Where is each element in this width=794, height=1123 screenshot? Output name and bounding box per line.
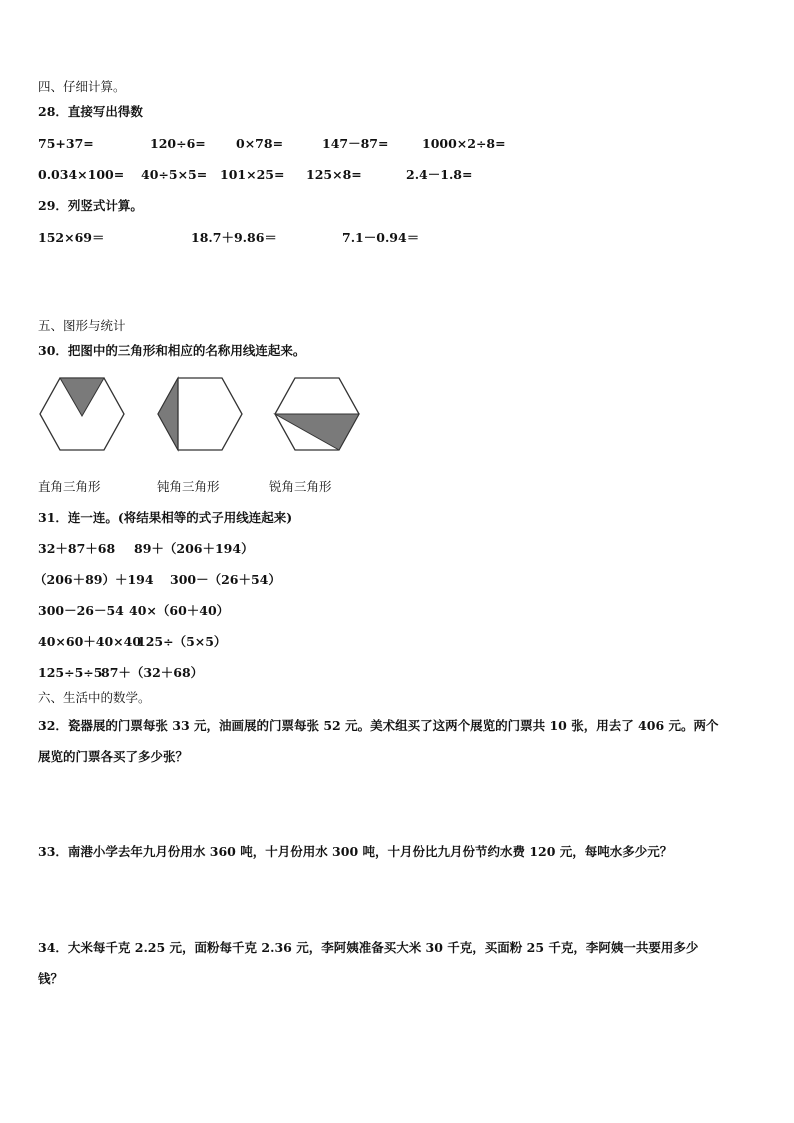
hexagon-figure-3: [273, 376, 361, 452]
calc-item: 1000×2÷8=: [422, 136, 506, 151]
section-heading-6: 六、生活中的数学。: [38, 690, 151, 705]
match-right: 125÷（5×5）: [137, 634, 227, 649]
question-30-title: 30．把图中的三角形和相应的名称用线连起来。: [38, 343, 306, 358]
question-28-title: 28．直接写出得数: [38, 104, 143, 119]
vertical-calc-item: 152×69＝: [38, 230, 105, 245]
calc-item: 75+37=: [38, 136, 94, 151]
match-left: 300－26－54: [38, 603, 124, 618]
hexagon-figure-2: [156, 376, 244, 452]
triangle-name-label: 钝角三角形: [157, 479, 220, 494]
vertical-calc-item: 7.1－0.94＝: [342, 230, 420, 245]
calc-item: 101×25=: [220, 167, 285, 182]
match-left: 32＋87＋68: [38, 541, 116, 556]
match-left: （206＋89）＋194: [34, 572, 154, 587]
question-32-text-cont: 展览的门票各买了多少张？: [38, 749, 189, 764]
calc-item: 0×78=: [236, 136, 284, 151]
calc-item: 0.034×100=: [38, 167, 125, 182]
match-right: 87＋（32＋68）: [101, 665, 204, 680]
calc-item: 120÷6=: [150, 136, 206, 151]
triangle-name-label: 直角三角形: [38, 479, 101, 494]
section-heading-4: 四、仔细计算。: [38, 79, 126, 94]
question-29-title: 29．列竖式计算。: [38, 198, 143, 213]
calc-item: 125×8=: [306, 167, 362, 182]
question-34-text-cont: 钱？: [38, 971, 64, 986]
calc-item: 40÷5×5=: [141, 167, 208, 182]
vertical-calc-item: 18.7＋9.86＝: [191, 230, 277, 245]
match-right: 89＋（206＋194）: [134, 541, 254, 556]
match-left: 125÷5÷5: [38, 665, 103, 680]
hexagon-figure-1: [38, 376, 126, 452]
match-left: 40×60＋40×40: [38, 634, 142, 649]
match-right: 40×（60＋40）: [129, 603, 230, 618]
calc-item: 147－87=: [322, 136, 389, 151]
shaded-triangle-2: [158, 378, 178, 450]
question-32-text: 32．瓷器展的门票每张 33 元，油画展的门票每张 52 元。美术组买了这两个展览的门票共 10 张，用去了 406 元。两个: [38, 718, 719, 733]
triangle-name-label: 锐角三角形: [269, 479, 332, 494]
question-31-title: 31．连一连。(将结果相等的式子用线连起来): [38, 510, 293, 525]
question-33-text: 33．南港小学去年九月份用水 360 吨，十月份用水 300 吨，十月份比九月份节约水费 120 元，每吨水多少元？: [38, 844, 673, 859]
question-34-text: 34．大米每千克 2.25 元，面粉每千克 2.36 元，李阿姨准备买大米 30 千克，买面粉 25 千克，李阿姨一共要用多少: [38, 940, 699, 955]
calc-item: 2.4－1.8=: [406, 167, 473, 182]
section-heading-5: 五、图形与统计: [38, 318, 126, 333]
match-right: 300－（26＋54）: [170, 572, 281, 587]
